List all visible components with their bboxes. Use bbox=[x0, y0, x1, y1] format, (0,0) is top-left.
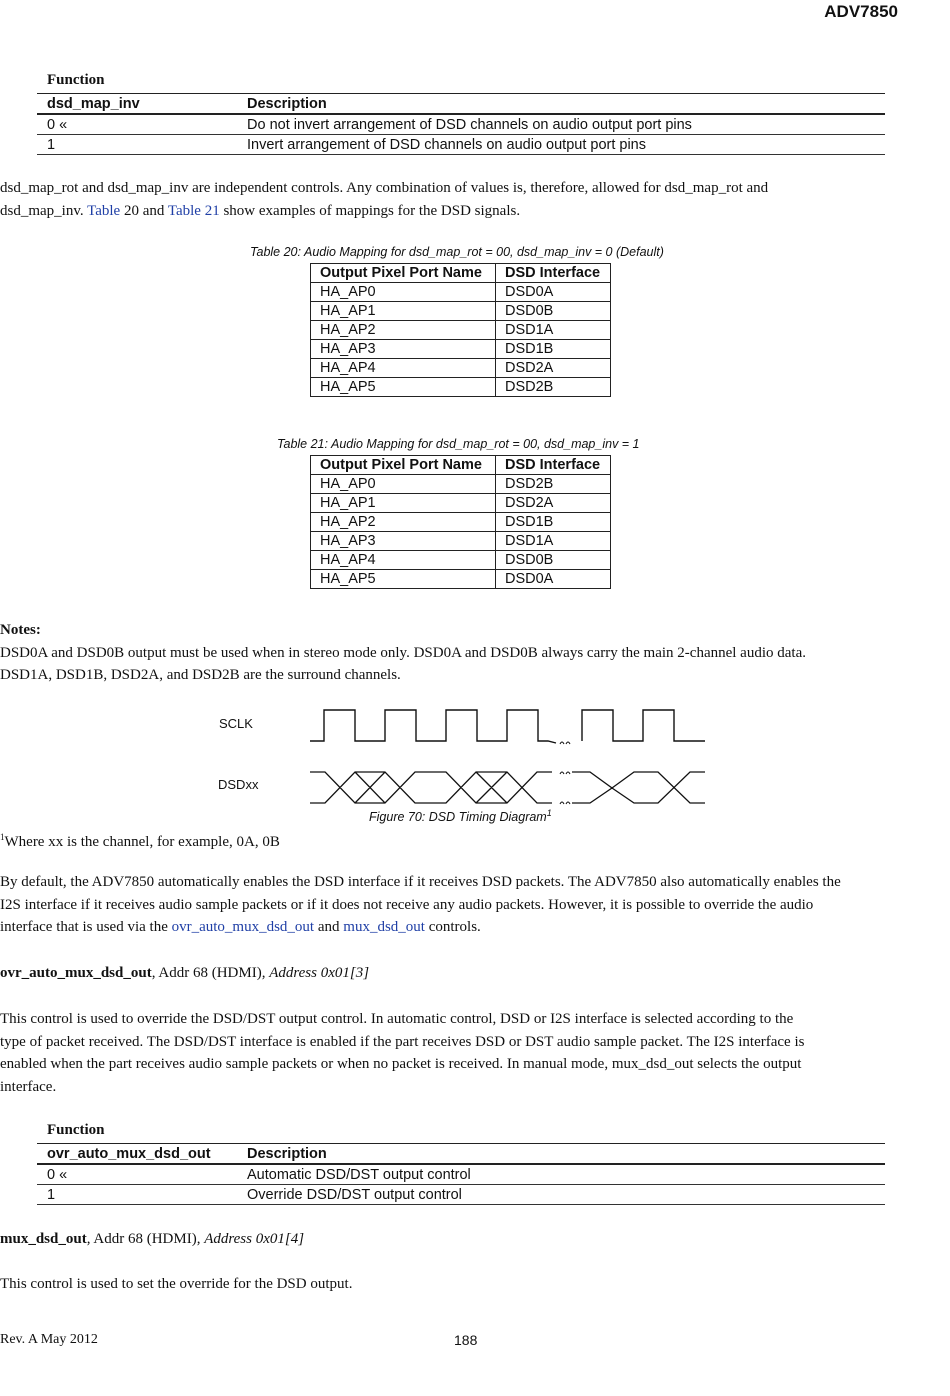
dsdxx-waveform bbox=[310, 772, 705, 803]
table-row bbox=[311, 340, 611, 359]
register-address: Address 0x01[4] bbox=[204, 1231, 305, 1247]
table-row bbox=[311, 321, 611, 340]
text: 20 and bbox=[120, 202, 168, 219]
table-row bbox=[37, 114, 885, 135]
register-addr: , Addr 68 (HDMI), bbox=[86, 1231, 205, 1247]
table-row bbox=[37, 135, 885, 155]
table-cell: DSD1B bbox=[496, 340, 611, 359]
table-cell: HA_AP4 bbox=[311, 551, 496, 570]
caption-sup: 1 bbox=[546, 808, 552, 818]
caption-text: Figure 70: DSD Timing Diagram bbox=[369, 810, 547, 825]
table-cell: 0 « bbox=[37, 114, 237, 135]
paragraph-line: This control is used to set the override for the DSD output. bbox=[0, 1276, 353, 1292]
table-row bbox=[37, 1164, 885, 1185]
figure-caption bbox=[369, 808, 552, 824]
dsd-map-inv-table bbox=[37, 93, 885, 155]
table-cell: HA_AP0 bbox=[311, 283, 496, 302]
table-cell: DSD1B bbox=[496, 513, 611, 532]
paragraph-line: By default, the ADV7850 automatically enables the DSD interface if it receives DSD packets. The ADV7850 also automatically enables the bbox=[0, 874, 841, 890]
paragraph-line: dsd_map_rot and dsd_map_inv are independent controls. Any combination of values is, therefore, allowed for dsd_map_rot and bbox=[0, 180, 769, 196]
register-addr: , Addr 68 (HDMI), bbox=[151, 965, 270, 981]
function-label: Function bbox=[47, 1122, 105, 1138]
table-cell: DSD0B bbox=[496, 551, 611, 570]
ovr-auto-mux-dsd-out-table bbox=[37, 1143, 885, 1205]
table-cell: HA_AP3 bbox=[311, 532, 496, 551]
table-row bbox=[37, 1185, 885, 1205]
column-header: DSD Interface bbox=[496, 264, 611, 283]
column-header: dsd_map_inv bbox=[37, 94, 237, 115]
table-20-link[interactable]: Table bbox=[87, 202, 121, 219]
intro-paragraph bbox=[0, 177, 930, 222]
table-cell: Automatic DSD/DST output control bbox=[237, 1164, 885, 1185]
paragraph-line: enabled when the part receives audio sample packets or when no packet is received. In manual mode, mux_dsd_out selects the output bbox=[0, 1056, 802, 1072]
column-header: ovr_auto_mux_dsd_out bbox=[37, 1144, 237, 1165]
table-cell: DSD2A bbox=[496, 494, 611, 513]
table-cell: Invert arrangement of DSD channels on audio output port pins bbox=[237, 135, 885, 155]
table-cell: DSD0A bbox=[496, 283, 611, 302]
paragraph-line: DSD1A, DSD1B, DSD2A, and DSD2B are the surround channels. bbox=[0, 667, 401, 683]
document-title: ADV7850 bbox=[824, 2, 898, 21]
table-cell: HA_AP2 bbox=[311, 513, 496, 532]
ovr-description-paragraph bbox=[0, 1008, 930, 1098]
dsdxx-label: DSDxx bbox=[218, 777, 259, 792]
table-20-caption: Table 20: Audio Mapping for dsd_map_rot = 00, dsd_map_inv = 0 (Default) bbox=[250, 245, 664, 259]
paragraph-line: type of packet received. The DSD/DST interface is enabled if the part receives DSD or DST audio sample packet. The I2S interface is bbox=[0, 1033, 805, 1050]
table-cell: 1 bbox=[37, 135, 237, 155]
mux-description-paragraph bbox=[0, 1273, 930, 1296]
register-name: mux_dsd_out bbox=[0, 1231, 87, 1247]
paragraph-line: DSD0A and DSD0B output must be used when in stereo mode only. DSD0A and DSD0B always carry the main 2-channel audio data. bbox=[0, 644, 806, 661]
notes-heading: Notes: bbox=[0, 622, 41, 638]
paragraph-line: interface. bbox=[0, 1078, 57, 1095]
register-name: ovr_auto_mux_dsd_out bbox=[0, 965, 152, 981]
paragraph-line bbox=[0, 200, 930, 223]
table-cell: 0 « bbox=[37, 1164, 237, 1185]
table-cell: DSD0A bbox=[496, 570, 611, 589]
table-row bbox=[311, 532, 611, 551]
mux-dsd-out-link[interactable]: mux_dsd_out bbox=[343, 919, 425, 935]
table-cell: HA_AP2 bbox=[311, 321, 496, 340]
table-row bbox=[311, 475, 611, 494]
paragraph-line: This control is used to override the DSD/DST output control. In automatic control, DSD or I2S interface is selected according to the bbox=[0, 1011, 794, 1027]
table-cell: HA_AP0 bbox=[311, 475, 496, 494]
table-row bbox=[311, 570, 611, 589]
table-row bbox=[311, 283, 611, 302]
column-header: Output Pixel Port Name bbox=[311, 264, 496, 283]
table-21-link[interactable]: Table 21 bbox=[167, 202, 220, 219]
table-21-caption: Table 21: Audio Mapping for dsd_map_rot = 00, dsd_map_inv = 1 bbox=[277, 437, 640, 451]
page-number: 188 bbox=[454, 1332, 478, 1348]
table-cell: DSD0B bbox=[496, 302, 611, 321]
register-heading bbox=[0, 1228, 930, 1251]
column-header: Description bbox=[237, 1144, 885, 1165]
table-row bbox=[311, 359, 611, 378]
table-cell: DSD1A bbox=[496, 321, 611, 340]
text: controls. bbox=[424, 919, 481, 935]
column-header: DSD Interface bbox=[496, 456, 611, 475]
table-cell: Do not invert arrangement of DSD channels on audio output port pins bbox=[237, 114, 885, 135]
footnote bbox=[0, 826, 930, 854]
ovr-auto-mux-dsd-out-link[interactable]: ovr_auto_mux_dsd_out bbox=[171, 919, 315, 935]
table-cell: HA_AP5 bbox=[311, 570, 496, 589]
table-row bbox=[311, 494, 611, 513]
table-cell: HA_AP1 bbox=[311, 302, 496, 321]
paragraph-line: I2S interface if it receives audio sample packets or if it does not receive any audio packets. However, it is possible to override the audio bbox=[0, 896, 814, 913]
table-row bbox=[311, 378, 611, 397]
table-cell: DSD2A bbox=[496, 359, 611, 378]
table-cell: DSD2B bbox=[496, 475, 611, 494]
register-address: Address 0x01[3] bbox=[269, 965, 370, 981]
sclk-waveform bbox=[310, 710, 705, 743]
table-cell: Override DSD/DST output control bbox=[237, 1185, 885, 1205]
sclk-label: SCLK bbox=[219, 716, 253, 731]
notes bbox=[0, 619, 930, 687]
footnote-sup: 1 bbox=[0, 832, 5, 842]
table-cell: HA_AP3 bbox=[311, 340, 496, 359]
revision-label: Rev. A May 2012 bbox=[0, 1332, 98, 1347]
table-row bbox=[311, 551, 611, 570]
break-marks bbox=[560, 742, 570, 804]
table-row bbox=[311, 513, 611, 532]
footnote-text: Where xx is the channel, for example, 0A, 0B bbox=[4, 834, 280, 850]
paragraph-line bbox=[0, 916, 930, 939]
table-20 bbox=[310, 263, 611, 397]
table-cell: HA_AP4 bbox=[311, 359, 496, 378]
table-21 bbox=[310, 455, 611, 589]
default-paragraph bbox=[0, 871, 930, 939]
text: show examples of mappings for the DSD signals. bbox=[219, 202, 521, 219]
column-header: Output Pixel Port Name bbox=[311, 456, 496, 475]
dsd-timing-diagram bbox=[300, 700, 720, 810]
table-cell: HA_AP5 bbox=[311, 378, 496, 397]
table-row bbox=[311, 302, 611, 321]
table-cell: HA_AP1 bbox=[311, 494, 496, 513]
table-cell: DSD2B bbox=[496, 378, 611, 397]
register-heading bbox=[0, 962, 930, 985]
text: and bbox=[314, 919, 344, 935]
function-label: Function bbox=[47, 72, 105, 88]
table-cell: DSD1A bbox=[496, 532, 611, 551]
column-header: Description bbox=[237, 94, 885, 115]
text: interface that is used via the bbox=[0, 919, 172, 935]
text: dsd_map_inv. bbox=[0, 202, 88, 219]
table-cell: 1 bbox=[37, 1185, 237, 1205]
